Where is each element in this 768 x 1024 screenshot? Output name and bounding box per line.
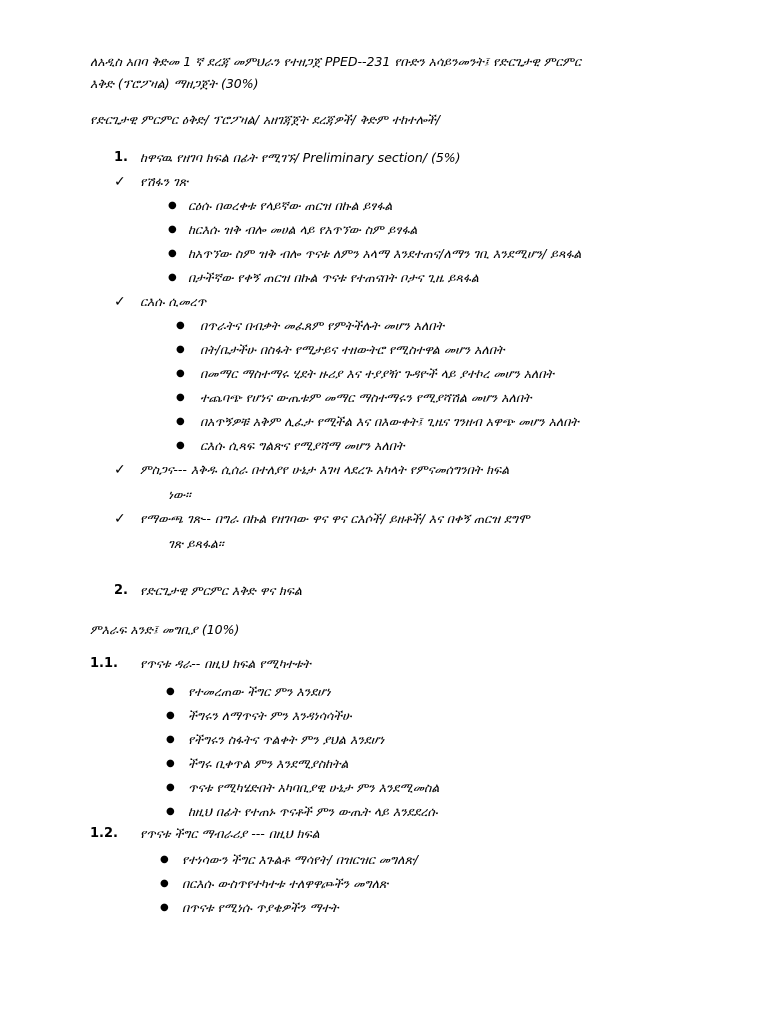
bullet-icon: ● — [176, 344, 185, 355]
section-2-heading: የድርጊታዊ ምርምር እቅድ ዋና ክፍል — [140, 583, 302, 598]
subsection-1-1-number: 1.1. — [90, 656, 118, 671]
list-item: ችግሩ ቢቀጥል ምን እንደሚያስከትል — [188, 756, 349, 771]
bullet-icon: ● — [176, 320, 185, 331]
list-item: በጥናቱ የሚነሱ ጥያቄዎችን ማተት — [182, 900, 339, 915]
list-item: በጥራትና በብቃት መፈጸም የምትችሉት መሆን አለበት — [200, 318, 445, 333]
list-item: በመማር ማስተማሩ ሂደት ዙሪያ እና ተያያዥ ጉዳዮች ላይ ያተኮረ መሆን አለበት — [200, 366, 554, 381]
list-item: የችግሩን ስፋትና ጥልቀት ምን ያህል እንደሆነ — [188, 732, 385, 747]
list-item: ተጨባጭ የሆነና ውጤቱም መማር ማስተማሩን የሚያሻሽል መሆን አለበት — [200, 390, 532, 405]
bullet-icon: ● — [166, 686, 175, 697]
acknowledgement-line-2: ነው። — [168, 487, 191, 502]
bullet-icon: ● — [176, 368, 185, 379]
acknowledgement-line-1: ምስጋና--- እቅዱ ሲሰራ በተለያየ ሁኔታ እገዛ ላደረጉ አካላት የምናመሰግንበት ክፍል — [140, 462, 510, 477]
section-2-number: 2. — [114, 583, 128, 598]
bullet-icon: ● — [166, 710, 175, 721]
bullet-icon: ● — [168, 224, 177, 235]
list-item: በአጥኝዎቹ አቅም ሊፈታ የሚችል እና በእውቀት፤ ጊዜና ገንዘብ አዋጭ መሆን አለበት — [200, 414, 579, 429]
list-item: ከአጥኘው ስም ዝቅ ብሎ ጥናቱ ለምን አላማ እንደተጠና/ለማን ገቢ እንደሚሆን/ ይጻፋል — [188, 246, 582, 261]
section-1-heading: ከዋናዉ የዘገባ ክፍል በፊት የሚገኙ/ Preliminary section/ (5%) — [140, 150, 461, 165]
bullet-icon: ● — [166, 734, 175, 745]
bullet-icon: ● — [160, 854, 169, 865]
list-item: ጥናቱ የሚካሄድበት አካባቢያዊ ሁኔታ ምን እንደሚመስል — [188, 780, 440, 795]
list-item: ከርእሱ ዝቅ ብሎ መሀል ላይ የአጥኘው ስም ይፃፋል — [188, 222, 418, 237]
bullet-icon: ● — [176, 440, 185, 451]
list-item: ችግሩን ለማጥናት ምን እንዳነሳሳችሁ — [188, 708, 352, 723]
bullet-icon: ● — [166, 806, 175, 817]
bullet-icon: ● — [168, 272, 177, 283]
bullet-icon: ● — [160, 878, 169, 889]
document-title-line-2: እቅድ (ፕሮፖዛል) ማዘጋጀት (30%) — [90, 76, 259, 91]
bullet-icon: ● — [176, 416, 185, 427]
check-icon: ✓ — [114, 462, 126, 478]
check-icon: ✓ — [114, 294, 126, 310]
subsection-1-2-heading: የጥናቱ ችግር ማብራሪያ --- በዚህ ክፍል — [140, 826, 320, 841]
title-choice-heading: ርእሱ ሲመረጥ — [140, 294, 207, 309]
cover-page-heading: የሽፋን ገጽ — [140, 174, 188, 189]
bullet-icon: ● — [168, 248, 177, 259]
section-subtitle: የድርጊታዊ ምርምር ዕቅድ/ ፕሮፖዛል/ አዘገጃጀት ደረጃዎች/ ቅድም ተከተሎች/ — [90, 112, 440, 127]
document-title-line-1: ለአዲስ አበባ ቅድመ 1 ኛ ደረጃ መምህራን የተዘጋጀ PPED--231 የቡድን አሳይንመንት፤ የድርጊታዊ ምርምር — [90, 54, 581, 69]
contents-line-1: የማውጫ ገጽ-- በግራ በኩል የዘገባው ዋና ዋና ርእሶች/ ይዘቶች/ እና በቀኝ ጠርዝ ደግሞ — [140, 511, 530, 526]
bullet-icon: ● — [166, 758, 175, 769]
list-item: የተመረጠው ችግር ምን እንደሆነ — [188, 684, 331, 699]
list-item: የተነሳውን ችግር እጉልቶ ማሳየት/ በዝርዝር መግለጽ/ — [182, 852, 418, 867]
list-item: በት/ቤታችሁ በስፋት የሚታይና ተዘውትሮ የሚስተዋል መሆን አለበት — [200, 342, 505, 357]
bullet-icon: ● — [166, 782, 175, 793]
list-item: ከዚህ በፊት የተጠኑ ጥናቶች ምን ውጤት ላይ እንደደረሱ — [188, 804, 438, 819]
check-icon: ✓ — [114, 174, 126, 190]
bullet-icon: ● — [160, 902, 169, 913]
list-item: በርእሱ ውስጥየተካተቱ ተለዋዋጮችን መግለጽ — [182, 876, 389, 891]
bullet-icon: ● — [168, 200, 177, 211]
subsection-1-1-heading: የጥናቱ ዳራ-- በዚህ ክፍል የሚካተቱት — [140, 656, 311, 671]
chapter-one-heading: ምእራፍ አንድ፤ መግቢያ (10%) — [90, 622, 240, 637]
section-1-number: 1. — [114, 150, 128, 165]
bullet-icon: ● — [176, 392, 185, 403]
list-item: ርእሱ ሲጻፍ ግልጽና የሚያሻማ መሆን አለበት — [200, 438, 405, 453]
check-icon: ✓ — [114, 511, 126, 527]
list-item: በታችኛው የቀኝ ጠርዝ በኩል ጥናቱ የተጠናበት ቦታና ጊዜ ይጻፋል — [188, 270, 479, 285]
contents-line-2: ገጽ ይጻፋል። — [168, 536, 224, 551]
subsection-1-2-number: 1.2. — [90, 826, 118, 841]
list-item: ርዕሱ በወረቀቱ የላይኛው ጠርዝ በኩል ይፃፋል — [188, 198, 393, 213]
